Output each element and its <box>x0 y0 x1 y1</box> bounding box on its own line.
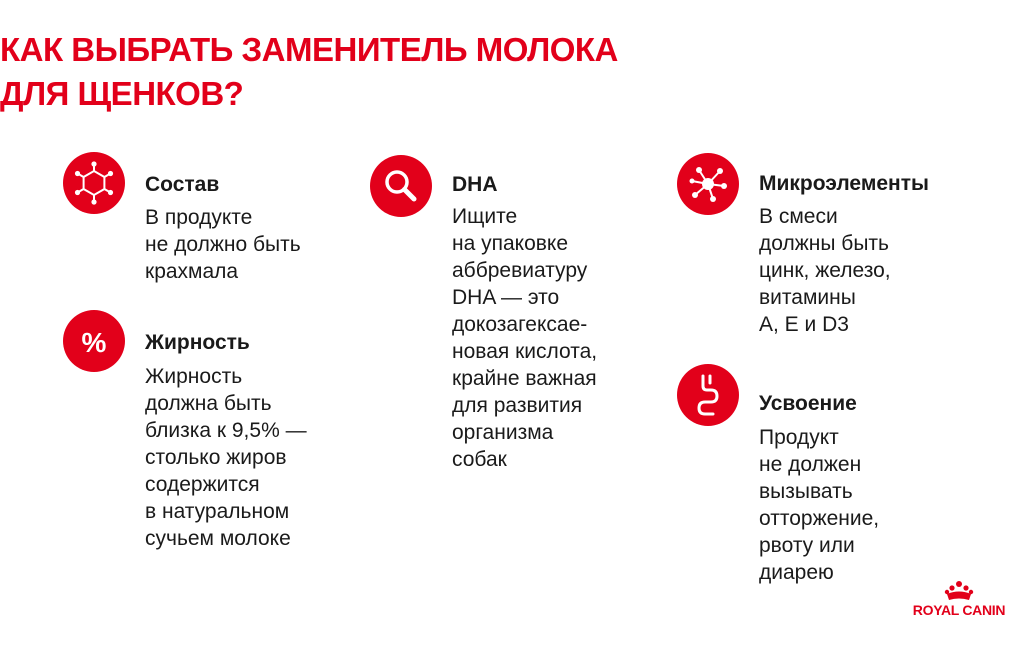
magnifier-icon <box>370 155 432 217</box>
royal-canin-logo <box>904 580 1014 626</box>
description-line: новая кислота, <box>452 340 598 363</box>
description-line: аббревиатуру <box>452 259 588 282</box>
logo-wordmark: ROYAL CANIN <box>912 602 1006 618</box>
item-description <box>452 203 597 473</box>
description-line: сучьем молоке <box>145 527 291 550</box>
description-line: вызывать <box>759 480 853 503</box>
description-line: близка к 9,5% — <box>145 419 307 442</box>
item-description <box>759 424 879 586</box>
item-title: Микроэлементы <box>759 172 929 195</box>
crown-icon <box>944 580 974 602</box>
description-line: цинк, железо, <box>759 259 891 282</box>
description-line: организма <box>452 421 554 444</box>
percent-icon <box>63 310 125 372</box>
title-line-1: КАК ВЫБРАТЬ ЗАМЕНИТЕЛЬ МОЛОКА <box>0 31 618 68</box>
network-nodes-icon <box>677 153 739 215</box>
item-description <box>145 363 307 552</box>
svg-text:%: % <box>81 327 107 358</box>
intestine-icon <box>677 364 739 426</box>
description-line: столько жиров <box>145 446 287 469</box>
page-title <box>0 28 618 116</box>
description-line: крайне важная <box>452 367 597 390</box>
description-line: не должно быть <box>145 233 301 256</box>
description-line: собак <box>452 448 507 471</box>
item-title: Усвоение <box>759 392 857 415</box>
description-line: DHA — это <box>452 286 560 309</box>
description-line: отторжение, <box>759 507 880 530</box>
description-line: Продукт <box>759 426 839 449</box>
description-line: В смеси <box>759 205 838 228</box>
description-line: Ищите <box>452 205 518 228</box>
hexagon-molecule-icon <box>63 152 125 214</box>
item-title: Состав <box>145 173 220 196</box>
description-line: на упаковке <box>452 232 569 255</box>
description-line: витамины <box>759 286 856 309</box>
description-line: содержится <box>145 473 260 496</box>
description-line: в натуральном <box>145 500 290 523</box>
description-line: докозагексае- <box>452 313 588 336</box>
description-line: должны быть <box>759 232 889 255</box>
title-line-2: ДЛЯ ЩЕНКОВ? <box>0 75 244 112</box>
description-line: не должен <box>759 453 862 476</box>
description-line: A, E и D3 <box>759 313 849 336</box>
description-line: рвоту или <box>759 534 855 557</box>
description-line: В продукте <box>145 206 253 229</box>
description-line: должна быть <box>145 392 272 415</box>
item-title: Жирность <box>145 331 250 354</box>
description-line: крахмала <box>145 260 239 283</box>
description-line: диарею <box>759 561 834 584</box>
item-description <box>759 203 891 338</box>
description-line: для развития <box>452 394 583 417</box>
item-title: DHA <box>452 173 498 196</box>
description-line: Жирность <box>145 365 243 388</box>
item-description <box>145 204 301 285</box>
